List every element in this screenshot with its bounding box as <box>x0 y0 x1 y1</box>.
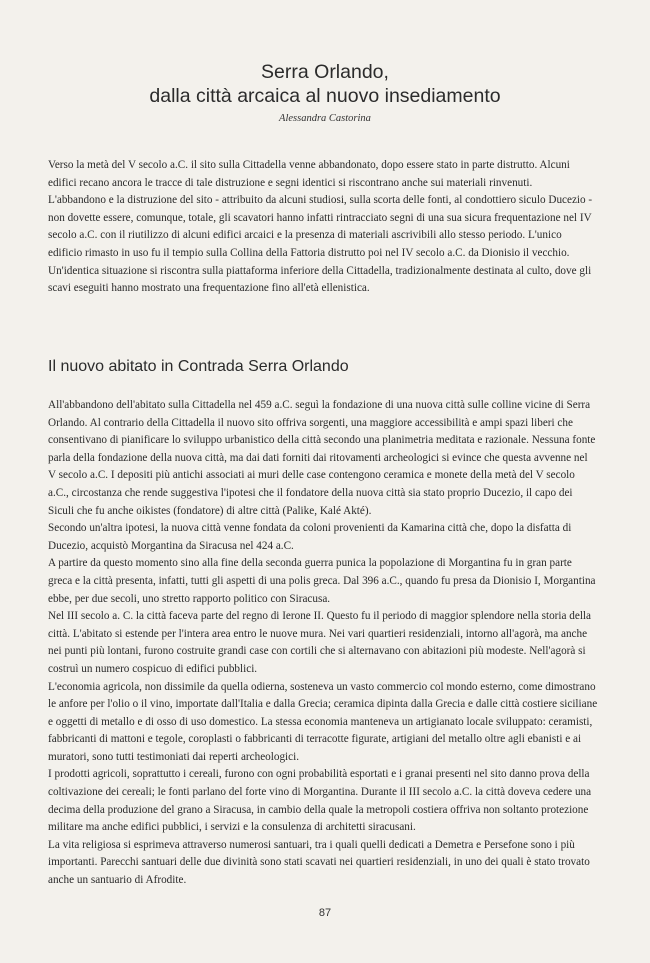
section-paragraph: Secondo un'altra ipotesi, la nuova città venne fondata da coloni provenienti da Kamarina città che, dopo la disfatta di Ducezio, acquistò Morgantina da Siracusa nel 424 a.C. <box>48 522 572 552</box>
section-heading: Il nuovo abitato in Contrada Serra Orlando <box>48 358 349 375</box>
page-number: 87 <box>318 907 332 919</box>
section-paragraph: La vita religiosa si esprimeva attraverso numerosi santuari, tra i quali quelli dedicati a Demetra e Persefone sono i più importanti. Parecchi santuari delle due divinità sono stati scavati nei quartieri residenziali, in uno dei quali è stato trovato anche un santuario di Afrodite. <box>48 838 590 887</box>
intro-paragraph: Un'identica situazione si riscontra sulla piattaforma inferiore della Cittadella, tradizionalmente destinata al culto, dove gli scavi eseguiti hanno mostrato una frequentazione fino all'età ellenistica. <box>48 264 592 295</box>
title-line-1: Serra Orlando, <box>261 61 389 83</box>
intro-paragraph: Verso la metà del V secolo a.C. il sito sulla Cittadella venne abbandonato, dopo essere stato in parte distrutto. Alcuni edifici recano ancora le tracce di tale distruzione e segni identici si riscontrano anche sui materiali rinvenuti. <box>48 159 570 189</box>
intro-text <box>48 157 598 298</box>
title-line-2: dalla città arcaica al nuovo insediamento <box>149 85 501 107</box>
author-name: Alessandra Castorina <box>279 113 371 124</box>
section-paragraph: I prodotti agricoli, soprattutto i cereali, furono con ogni probabilità esportati e i granai presenti nel sito danno prova della coltivazione dei cereali; le fonti parlano del forte vino di Morgantina. Durante il III secolo a.C. la città doveva cedere una decima della produzione del grano a Siracusa, in cambio della quale la metropoli costiera offriva non soltanto protezione militare ma anche edifici pubblici, i servizi e la consulenza di architetti siracusani. <box>48 768 592 834</box>
page-title <box>0 60 650 108</box>
intro-paragraph: L'abbandono e la distruzione del sito - attribuito da alcuni studiosi, sulla scorta delle fonti, al condottiero siculo Ducezio - non dovette essere, comunque, totale, gli scavatori hanno infatti rintracciato segni di una sua sicura frequentazione nel IV secolo a.C. con il riutilizzo di alcuni edifici arcaici e la presenza di materiali ascrivibili allo stesso periodo. L'unico edificio rimasto in uso fu il tempio sulla Collina della Fattoria distrutto poi nel IV secolo a.C. da Dionisio il vecchio. <box>48 194 593 259</box>
section-paragraph: L'economia agricola, non dissimile da quella odierna, sosteneva un vasto commercio col mondo esterno, come dimostrano le anfore per l'olio o il vino, importate dall'Italia e dalla Grecia; ceramica dipinta dalla Grecia e dalle città costiere siciliane e oggetti di metallo e di osso di uso domestico. La stessa economia manteneva un artigianato locale sviluppato: ceramisti, fabbricanti di mattoni e tegole, coroplasti o fabbricanti di terracotte figurate, artigiani del metallo oltre agli ebanisti e ai muratori, sono tutti testimoniati dai reperti archeologici. <box>48 680 598 763</box>
section-paragraph: Nel III secolo a. C. la città faceva parte del regno di Ierone II. Questo fu il periodo di maggior splendore nella storia della città. L'abitato si estende per l'intera area entro le nuove mura. Nei vari quartieri residenziali, intorno all'agorà, ma anche nei punti più lontani, furono costruite grandi case con cortili che si alternavano con abitazioni più modeste. Nell'agorà si costruì un numero cospicuo di edifici pubblici. <box>48 610 592 675</box>
section-text <box>48 397 598 890</box>
section-paragraph: A partire da questo momento sino alla fine della seconda guerra punica la popolazione di Morgantina fu in gran parte greca e la città presenta, infatti, tutti gli aspetti di una polis greca. Dal 396 a.C., quando fu presa da Dionisio I, Morgantina ebbe, per due secoli, uno stretto rapporto politico con Siracusa. <box>48 557 596 605</box>
section-paragraph: All'abbandono dell'abitato sulla Cittadella nel 459 a.C. seguì la fondazione di una nuova città sulle colline vicine di Serra Orlando. Al contrario della Cittadella il nuovo sito offriva sorgenti, una maggiore accessibilità e ampi spazi liberi che consentivano di pianificare lo sviluppo urbanistico della città secondo una planimetria meditata e razionale. Nessuna fonte parla della fondazione della nuova città, ma dai dati forniti dai ritovamenti archeologici si evince che questa avvenne nel V secolo a.C. I depositi più antichi associati ai muri delle case contengono ceramica e monete della metà del V secolo a.C., circostanza che rende suggestiva l'ipotesi che il fondatore della nuova città sia stato proprio Ducezio, il capo dei Siculi che fu anche oikistes (fondatore) di altre città (Palike, Kalé Akté). <box>48 399 596 517</box>
